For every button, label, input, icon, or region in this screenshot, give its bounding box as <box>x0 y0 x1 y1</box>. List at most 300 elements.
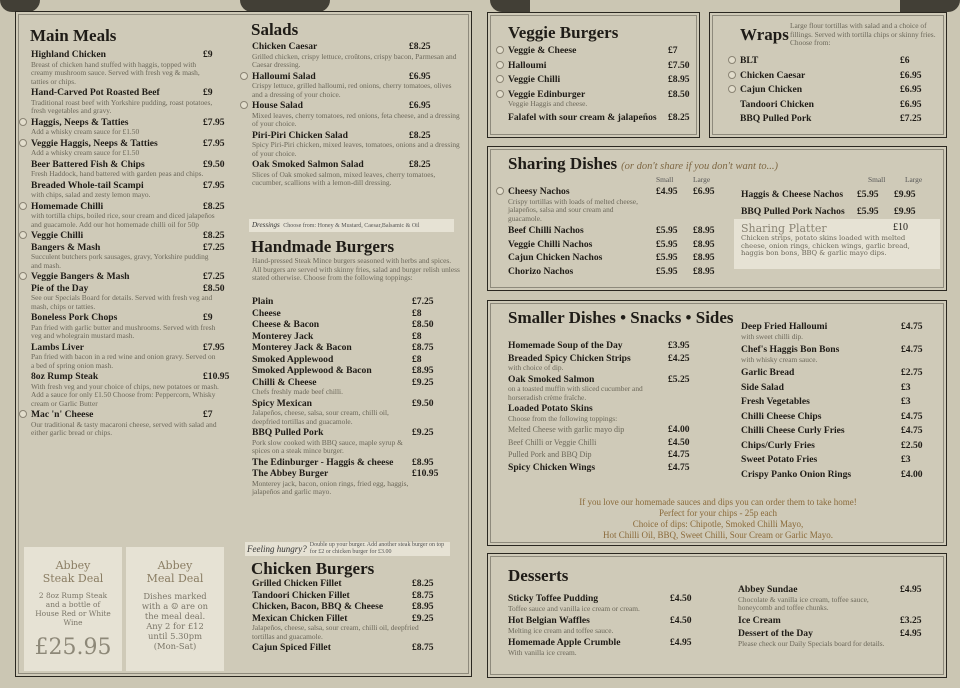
item-name: Chilli & Cheese <box>252 376 317 388</box>
item-name: Halloumi Salad <box>252 70 316 82</box>
item-name: Plain <box>252 296 274 307</box>
menu-item <box>741 440 927 452</box>
item-name: Veggie Haggis, Neeps & Tatties <box>31 137 158 149</box>
item-desc: with choice of dip. <box>508 363 564 372</box>
item-desc: Add a whisky cream sauce for £1.50 <box>31 148 140 157</box>
menu-item <box>252 601 442 613</box>
item-price-small: £5.95 <box>656 252 678 263</box>
item-price: £10.95 <box>412 468 439 479</box>
meal-deal-icon <box>728 56 736 64</box>
item-name: Tandoori Chicken <box>740 98 815 110</box>
sauces-note-2: Perfect for your chips - 25p each <box>659 508 777 518</box>
item-price: £4.75 <box>901 321 923 332</box>
menu-item <box>508 462 695 474</box>
item-price: £9 <box>203 49 213 60</box>
item-desc: Monterey jack, bacon, onion rings, fried egg, haggis, jalapeños and garlic mayo. <box>252 478 409 496</box>
item-desc: Crispy lettuce, grilled halloumi, red onions, cherry tomatoes, olives and a dressing of your choice. <box>252 81 452 99</box>
item-price: £8.25 <box>203 230 225 241</box>
veggie-burgers-list <box>508 42 691 123</box>
sauces-note-1: If you love our homemade sauces and dips you can order them to take home! <box>579 497 857 507</box>
item-price-large: £6.95 <box>693 186 715 197</box>
sauces-note-4: Hot Chilli Oil, BBQ, Sweet Chilli, Sour Cream or Garlic Mayo. <box>603 530 833 540</box>
item-name: Chef's Haggis Bon Bons <box>741 344 840 355</box>
item-name: Beef Chilli or Veggie Chilli <box>508 437 597 447</box>
item-price: £6.95 <box>900 69 922 81</box>
item-price: £9.25 <box>412 376 434 388</box>
menu-item <box>31 312 227 324</box>
menu-item <box>31 242 227 254</box>
sauces-note <box>508 497 928 541</box>
menu-item <box>31 87 227 99</box>
item-name: Dessert of the Day <box>738 628 813 639</box>
item-name: Grilled Chicken Fillet <box>252 578 342 589</box>
menu-item <box>31 283 227 295</box>
item-name: Veggie Chilli Nachos <box>508 238 593 250</box>
item-desc: Pork slow cooked with BBQ sauce, maple syrup & spices on a steak mince burger. <box>252 437 403 455</box>
item-name: BBQ Pulled Pork Nachos <box>741 205 845 217</box>
item-price: £4.75 <box>901 344 923 355</box>
item-name: Garlic Bread <box>741 367 795 378</box>
menu-item <box>740 70 926 82</box>
smaller-list-right <box>741 318 927 480</box>
sharing-heading: Sharing Dishes <box>508 154 618 173</box>
desserts-heading: Desserts <box>508 566 569 585</box>
item-price: £8.50 <box>668 88 690 100</box>
item-price: £10.95 <box>203 371 230 382</box>
steak-deal-desc: 2 8oz Rump Steak and a bottle of House Red or White Wine <box>35 591 111 627</box>
item-price-large: £9.95 <box>894 205 916 217</box>
item-price: £4.00 <box>668 424 690 435</box>
item-name: Chips/Curly Fries <box>741 439 815 451</box>
item-price: £7.50 <box>668 59 690 71</box>
meal-deal-icon <box>19 272 27 280</box>
item-desc: with chips, salad and zesty lemon mayo. <box>31 190 151 199</box>
item-price: £9.50 <box>412 397 434 409</box>
meal-deal-desc: Dishes marked with a ☺ are on the meal deal. Any 2 for £12 until 5.30pm (Mon-Sat) <box>141 591 209 651</box>
item-name: Chorizo Nachos <box>508 265 574 277</box>
item-desc: Slices of Oak smoked salmon, mixed leaves, cherry tomatoes, cucumber, scallions with a lemon-dill dressing. <box>252 169 436 187</box>
menu-item <box>741 344 927 356</box>
menu-item <box>252 354 442 366</box>
menu-item <box>252 377 442 389</box>
item-name: Cheese <box>252 307 281 319</box>
menu-item <box>508 45 691 57</box>
item-name: Cajun Spiced Fillet <box>252 642 331 653</box>
item-name: Spicy Chicken Wings <box>508 461 596 473</box>
item-price-small: £5.95 <box>656 265 678 277</box>
menu-item <box>31 201 227 213</box>
desserts-list-right <box>738 582 924 649</box>
wraps-list <box>740 52 926 125</box>
large-label: Large <box>693 175 711 184</box>
item-desc: With fresh veg and your choice of chips, new potatoes or mash. Add a sauce for only £1.50 Choose from: Peppercorn, Whisky cream or Garlic Butter <box>31 381 219 408</box>
item-name: Side Salad <box>741 381 784 393</box>
menu-item <box>252 642 442 654</box>
item-name: 8oz Rump Steak <box>31 371 99 382</box>
item-name: Hot Belgian Waffles <box>508 615 590 626</box>
item-price: £9.50 <box>203 158 225 170</box>
item-name: Veggie Bangers & Mash <box>31 271 130 282</box>
item-name: Cheese & Bacon <box>252 319 320 330</box>
menu-item <box>508 593 693 605</box>
item-name: Veggie & Cheese <box>508 45 577 56</box>
salads-heading: Salads <box>251 20 299 39</box>
menu-item <box>740 84 926 96</box>
item-name: The Edinburger - Haggis & cheese <box>252 456 394 468</box>
menu-item <box>508 637 693 649</box>
meal-deal-icon <box>496 90 504 98</box>
item-name: Melted Cheese with garlic mayo dip <box>508 425 625 434</box>
item-name: Cajun Chicken Nachos <box>508 252 603 263</box>
item-name: Oak Smoked Salmon Salad <box>252 159 364 170</box>
hungry-label: Feeling hungry? <box>247 544 307 554</box>
platter-name <box>741 222 933 235</box>
item-name: Homemade Apple Crumble <box>508 637 621 648</box>
item-price: £9.25 <box>412 612 434 624</box>
dressings-label: Dressings <box>252 221 280 229</box>
item-name: BLT <box>740 55 759 66</box>
menu-item <box>740 99 926 111</box>
item-price: £8.95 <box>412 365 434 376</box>
menu-item <box>252 427 442 439</box>
item-price: £3 <box>901 381 911 393</box>
item-price: £4.50 <box>670 593 692 604</box>
item-name: Chilli Cheese Curly Fries <box>741 425 845 436</box>
desserts-list-left <box>508 591 693 658</box>
item-name: Ice Cream <box>738 614 781 626</box>
item-name: Loaded Potato Skins <box>508 403 593 414</box>
dressings-note <box>249 219 454 232</box>
item-desc: with tortilla chips, boiled rice, sour cream and diced jalapeños and guacamole. Add our hot homemade chilli oil for 50p <box>31 211 215 229</box>
item-desc: With vanilla ice cream. <box>508 647 577 657</box>
item-price: £6.95 <box>900 98 922 110</box>
item-price-large: £8.95 <box>693 265 715 277</box>
item-name: Cajun Chicken <box>740 84 803 95</box>
item-desc: Succulent butchers pork sausages, gravy, Yorkshire pudding and mash. <box>31 252 209 270</box>
item-price: £9.25 <box>412 427 434 438</box>
menu-item <box>508 374 695 386</box>
meal-deal-icon <box>19 231 27 239</box>
item-price: £8.25 <box>409 129 431 141</box>
item-name: Hand-Carved Pot Roasted Beef <box>31 87 160 98</box>
hungry-note <box>245 542 450 556</box>
item-price-small: £5.95 <box>857 205 879 217</box>
wraps-heading: Wraps <box>740 25 789 44</box>
item-price: £7 <box>668 45 678 56</box>
item-name: Deep Fried Halloumi <box>741 321 828 332</box>
menu-item <box>508 340 695 352</box>
item-price: £4.95 <box>670 637 692 648</box>
item-price: £8.75 <box>412 642 434 653</box>
item-price: £7.95 <box>203 116 225 128</box>
item-price: £4.00 <box>901 468 923 480</box>
burgers-desc: Hand-pressed Steak Mince burgers seasoned with herbs and spices. All burgers are served with skinny fries, salad and burger relish unless stated otherwise. Choose from the following toppings: <box>252 256 460 282</box>
item-desc: with whisky cream sauce. <box>741 354 818 364</box>
item-desc: on a toasted muffin with sliced cucumber and horseradish crème fraîche. <box>508 384 643 402</box>
item-price-small: £4.95 <box>656 186 678 197</box>
menu-item <box>740 113 926 125</box>
meal-deal-icon <box>19 202 27 210</box>
menu-item <box>252 331 442 343</box>
menu-item <box>252 590 442 602</box>
item-price: £8.95 <box>668 74 690 85</box>
item-price-small: £5.95 <box>656 225 678 236</box>
menu-item <box>31 230 227 242</box>
item-name: Bangers & Mash <box>31 241 101 253</box>
item-price: £3.95 <box>668 340 690 351</box>
item-price-large: £8.95 <box>693 225 715 236</box>
menu-item <box>252 468 442 480</box>
desserts-panel <box>487 553 947 678</box>
menu-item <box>508 252 728 264</box>
menu-item <box>31 180 227 192</box>
menu-item <box>508 353 695 365</box>
item-price: £8.50 <box>412 319 434 330</box>
menu-item <box>252 41 464 53</box>
menu-item <box>252 296 442 308</box>
meal-deal-icon <box>728 71 736 79</box>
steak-deal-price: £25.95 <box>34 635 112 660</box>
menu-item <box>252 457 442 469</box>
item-desc: See our Specials Board for details. Served with fresh veg and mash, chips or tatties. <box>31 293 213 311</box>
item-name: Haggis, Neeps & Tatties <box>31 116 129 128</box>
veggie-burgers-heading: Veggie Burgers <box>508 23 619 42</box>
item-price-large: £8.95 <box>693 252 715 263</box>
sharing-list-right <box>741 184 941 217</box>
menu-item <box>741 425 927 437</box>
large-label: Large <box>905 175 923 184</box>
item-name: Lambs Liver <box>31 341 85 353</box>
wraps-desc: Large flour tortillas with salad and a choice of fillings. Served with tortilla chips or skinny fries. Choose from: <box>790 21 936 47</box>
item-desc: Add a whisky cream sauce for £1.50 <box>31 127 140 136</box>
item-name: Chilli Cheese Chips <box>741 410 822 422</box>
item-price: £6.95 <box>409 70 431 82</box>
menu-item <box>508 186 728 198</box>
item-price: £9 <box>203 312 213 323</box>
meal-deal-icon <box>496 75 504 83</box>
salads-list <box>252 41 464 189</box>
item-name: Sticky Toffee Pudding <box>508 593 599 604</box>
menu-item <box>508 449 695 461</box>
meal-deal-icon <box>496 187 504 195</box>
item-price: £2.50 <box>901 439 923 451</box>
item-price: £3 <box>901 454 911 465</box>
item-desc: Breast of chicken hand stuffed with haggis, topped with creamy mushroom sauce. Served with fresh veg & mash, tatties or chips. <box>31 59 200 86</box>
burgers-heading: Handmade Burgers <box>251 237 395 256</box>
item-price: £8.75 <box>412 342 434 353</box>
menu-item <box>252 308 442 320</box>
item-name: Pulled Pork and BBQ Dip <box>508 450 592 459</box>
item-desc: Spicy Piri-Piri chicken, mixed leaves, tomatoes, onions and a dressing of your choice. <box>252 140 460 158</box>
item-price: £8.95 <box>412 601 434 612</box>
menu-item <box>252 319 442 331</box>
item-name: The Abbey Burger <box>252 468 329 479</box>
item-name: Mexican Chicken Fillet <box>252 612 348 624</box>
menu-item <box>508 437 695 449</box>
menu-item <box>508 74 691 86</box>
item-name: Boneless Pork Chops <box>31 312 118 323</box>
item-name: Sweet Potato Fries <box>741 454 818 465</box>
steak-deal-title-2: Steak Deal <box>42 572 104 585</box>
item-price: £3.25 <box>900 614 922 626</box>
sharing-subtitle: (or don't share if you don't want to...) <box>621 161 779 172</box>
meal-deal-icon <box>240 101 248 109</box>
item-price: £9 <box>203 87 213 98</box>
item-name: Cheesy Nachos <box>508 186 570 197</box>
sauces-note-3: Choice of dips: Chipotle, Smoked Chilli Mayo, <box>632 519 804 529</box>
item-price: £8.95 <box>412 456 434 468</box>
item-price: £7.25 <box>203 271 225 282</box>
item-price: £8.75 <box>412 589 434 601</box>
menu-item <box>741 454 927 466</box>
item-name: Spicy Mexican <box>252 397 312 409</box>
meal-deal-icon <box>728 85 736 93</box>
item-price: £4.75 <box>901 410 923 422</box>
item-name: Veggie Chilli <box>31 230 84 241</box>
item-name: Highland Chicken <box>31 49 106 60</box>
small-label: Small <box>656 175 674 184</box>
menu-item <box>508 266 728 278</box>
veggie-burgers-panel <box>487 12 700 138</box>
item-name: Mac 'n' Cheese <box>31 409 94 420</box>
item-desc: Fresh Haddock, hand battered with garden peas and chips. <box>31 169 204 178</box>
item-desc: Pan fried with bacon in a red wine and onion gravy. Served on a bed of spring onion mash. <box>31 352 216 370</box>
item-price: £7.25 <box>203 241 225 253</box>
item-price: £8 <box>412 353 422 365</box>
menu-item <box>741 469 927 481</box>
burgers-list <box>252 296 442 498</box>
item-price: £7 <box>203 409 213 420</box>
menu-item <box>741 321 927 333</box>
item-price: £6.95 <box>900 84 922 95</box>
item-name: Piri-Piri Chicken Salad <box>252 129 348 141</box>
item-name: Abbey Sundae <box>738 584 798 595</box>
item-desc: Traditional roast beef with Yorkshire pudding, roast potatoes, fresh vegetables and gravy. <box>31 97 213 115</box>
steak-deal-title-1: Abbey <box>55 559 91 572</box>
item-desc: Toffee sauce and vanilla ice cream or cream. <box>508 603 640 613</box>
item-desc: Veggie Haggis and cheese. <box>508 99 588 108</box>
menu-item <box>508 112 691 124</box>
item-price: £8.25 <box>409 41 431 52</box>
item-name: Breaded Whole-tail Scampi <box>31 179 144 191</box>
sharing-list-left <box>508 184 728 277</box>
menu-item <box>252 578 442 590</box>
item-name: Falafel with sour cream & jalapeños <box>508 111 657 123</box>
wraps-panel <box>709 12 947 138</box>
hungry-text: Double up your burger. Add another steak burger on top for £2 or chicken burger for £3.00 <box>309 542 445 555</box>
menu-item <box>508 60 691 72</box>
item-name: Oak Smoked Salmon <box>508 373 595 385</box>
item-name: Fresh Vegetables <box>741 396 810 407</box>
item-price: £8 <box>412 307 422 319</box>
menu-item <box>252 71 464 83</box>
item-price: £8.25 <box>203 200 225 212</box>
item-price: £8.25 <box>409 159 431 170</box>
meal-deal-icon <box>496 61 504 69</box>
item-name: Chicken Caesar <box>252 41 318 52</box>
item-desc: with sweet chilli dip. <box>741 331 803 341</box>
menu-item <box>738 584 924 596</box>
meal-deal-box <box>126 547 224 671</box>
menu-item <box>738 615 924 627</box>
menu-item <box>741 411 927 423</box>
menu-item <box>31 138 227 150</box>
meal-deal-icon <box>19 139 27 147</box>
menu-item <box>508 424 695 436</box>
chicken-burgers-heading: Chicken Burgers <box>251 559 375 578</box>
item-desc: Jalapeños, cheese, salsa, sour cream, chilli oil, deepfried tortillas and guacamole. <box>252 408 389 426</box>
menu-item <box>740 55 926 67</box>
item-desc: Please check our Daily Specials board for details. <box>738 638 885 648</box>
item-price: £5.25 <box>668 373 690 385</box>
menu-item <box>252 342 442 354</box>
item-desc: Choose from the following toppings: <box>508 413 618 423</box>
item-name: Smoked Applewood <box>252 353 334 365</box>
item-price: £7.25 <box>412 296 434 307</box>
menu-item <box>252 613 442 625</box>
item-price: £6.95 <box>409 100 431 111</box>
menu-item <box>741 396 927 408</box>
item-name: Pie of the Day <box>31 282 89 294</box>
item-price: £4.75 <box>668 461 690 473</box>
smaller-list-left <box>508 339 695 473</box>
menu-item <box>508 615 693 627</box>
item-name: Crispy Panko Onion Rings <box>741 468 852 480</box>
item-name: BBQ Pulled Pork <box>740 113 812 124</box>
item-desc: Crispy tortillas with loads of melted cheese, jalapeños, salsa and sour cream and guacamole. <box>508 196 638 223</box>
item-desc: Jalapeños, cheese, salsa, sour cream, chilli oil, deepfried tortillas and guacamole. <box>252 623 419 641</box>
sharing-platter-box <box>734 219 940 269</box>
item-price: £7.95 <box>203 137 225 149</box>
item-price: £7.25 <box>900 113 922 124</box>
item-name: Chicken Caesar <box>740 69 806 81</box>
item-price: £8 <box>412 330 422 342</box>
item-price: £4.95 <box>900 628 922 639</box>
menu-item <box>31 409 227 421</box>
chicken-burgers-list <box>252 578 442 654</box>
sharing-dishes-panel <box>487 146 947 291</box>
item-name: BBQ Pulled Pork <box>252 427 324 438</box>
meal-deal-icon <box>19 118 27 126</box>
item-name: Chicken, Bacon, BBQ & Cheese <box>252 601 384 612</box>
item-desc: Our traditional & tasty macaroni cheese, served with salad and either garlic bread or chips. <box>31 419 217 437</box>
item-price: £7.95 <box>203 179 225 191</box>
item-price: £4.75 <box>901 425 923 436</box>
item-price: £4.95 <box>900 584 922 595</box>
menu-item <box>31 159 227 171</box>
meal-deal-title-1: Abbey <box>157 559 193 572</box>
item-price: £3 <box>901 396 911 407</box>
menu-item <box>252 159 464 171</box>
main-meals-list <box>31 49 230 439</box>
menu-item <box>508 239 728 251</box>
item-price: £7.95 <box>203 341 225 353</box>
item-name: House Salad <box>252 100 303 111</box>
item-name: Monterey Jack <box>252 330 314 342</box>
menu-item <box>508 89 691 101</box>
platter-price: £10 <box>893 222 908 233</box>
menu-item <box>741 189 941 201</box>
smaller-heading: Smaller Dishes • Snacks • Sides <box>508 308 734 327</box>
menu-item <box>252 100 464 112</box>
item-price-small: £5.95 <box>857 189 879 200</box>
small-label: Small <box>868 175 886 184</box>
item-desc: Pan fried with garlic butter and mushrooms. Served with fresh veg and wholegrain mustard mash. <box>31 322 216 340</box>
item-price: £6 <box>900 55 910 66</box>
item-price: £4.50 <box>668 436 690 448</box>
main-meals-heading: Main Meals <box>30 26 117 45</box>
item-price: £8.25 <box>668 111 690 123</box>
